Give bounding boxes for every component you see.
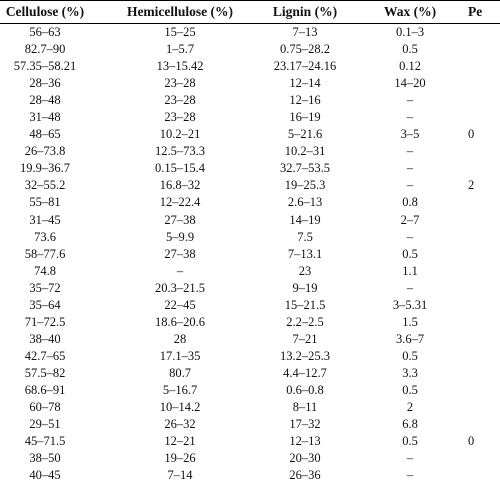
hemicellulose-cell: 26–32 [164,417,196,432]
hemicellulose-cell: 80.7 [169,365,191,380]
partial-cell: 2 [468,178,475,193]
hemicellulose-cell: 27–38 [164,212,196,227]
table-row [0,450,500,467]
table-row [0,314,500,331]
table-row [0,212,500,229]
wax-cell: 0.1–3 [395,25,425,40]
hemicellulose-cell: 5–9.9 [165,229,195,244]
table-row [0,126,500,143]
hemicellulose-cell: 16.8–32 [159,178,201,193]
table-row [0,280,500,297]
cellulose-cell: 60–78 [29,400,61,415]
lignin-cell: 12–14 [289,76,321,91]
wax-cell: 3.3 [402,365,418,380]
partial-cell: 0 [468,434,475,449]
hemicellulose-cell: 19–26 [164,451,196,466]
cellulose-cell: 19.9–36.7 [20,161,70,176]
lignin-cell: 17–32 [289,417,321,432]
cellulose-cell: 38–50 [29,451,61,466]
lignin-cell: 7–21 [292,331,318,346]
wax-cell: 0.12 [399,59,421,74]
lignin-cell: 14–19 [289,212,321,227]
cellulose-cell: 29–51 [29,417,61,432]
cellulose-cell: 40–45 [29,468,61,483]
table-row [0,399,500,416]
lignin-cell: 13.2–25.3 [280,348,330,363]
table-row [0,263,500,280]
lignin-cell: 20–30 [289,451,321,466]
hemicellulose-cell: 12–22.4 [159,195,201,210]
wax-cell: 0.5 [402,42,418,57]
cellulose-cell: 32–55.2 [24,178,66,193]
wax-cell: – [406,110,414,125]
cellulose-cell: 71–72.5 [24,314,66,329]
wax-cell: 2–7 [400,212,420,227]
cellulose-cell: 28–36 [29,76,61,91]
hemicellulose-cell: 12.5–73.3 [155,144,205,159]
hemicellulose-cell: 22–45 [164,297,196,312]
hemicellulose-cell: 23–28 [164,76,196,91]
lignin-cell: 23 [298,263,312,278]
wax-cell: 2 [406,400,414,415]
header-lignin: Lignin (%) [272,4,338,19]
wax-cell: – [406,229,414,244]
wax-cell: – [406,451,414,466]
table-row [0,75,500,92]
table-row [0,160,500,177]
wax-cell: 14–20 [394,76,426,91]
hemicellulose-cell: 20.3–21.5 [155,280,205,295]
wax-cell: 3.6–7 [395,331,425,346]
table-row [0,229,500,246]
cellulose-cell: 35–72 [29,280,61,295]
hemicellulose-cell: 10–14.2 [159,400,201,415]
lignin-cell: 8–11 [292,400,318,415]
lignin-cell: 9–19 [292,280,318,295]
cellulose-cell: 28–48 [29,93,61,108]
table-header-row [0,1,500,23]
table-row [0,92,500,109]
table-row [0,331,500,348]
cellulose-cell: 73.6 [34,229,56,244]
wax-cell: 0.5 [402,383,418,397]
cellulose-cell: 74.8 [34,263,56,278]
table-row [0,143,500,160]
table-row [0,109,500,126]
lignin-cell: 16–19 [289,110,321,125]
cellulose-cell: 38–40 [29,331,61,346]
hemicellulose-cell: 18.6–20.6 [155,314,205,329]
cellulose-cell: 48–65 [29,127,61,142]
cellulose-cell: 82.7–90 [24,42,66,57]
header-cellulose: Cellulose (%) [5,4,85,19]
wax-cell: – [406,144,414,159]
cellulose-cell: 31–48 [29,110,61,125]
table-row [0,433,500,450]
wax-cell: 6.8 [402,417,418,432]
lignin-cell: 5–21.6 [287,127,323,142]
table-body [0,24,500,484]
table-row [0,24,500,41]
cellulose-cell: 68.6–91 [24,383,66,397]
wax-cell: 0.5 [402,348,418,363]
wax-cell: 0.5 [402,434,418,449]
lignin-cell: 12–13 [289,434,321,449]
table-row [0,41,500,58]
cellulose-cell: 57.5–82 [24,365,66,380]
lignin-cell: 26–36 [289,468,321,483]
lignin-cell: 2.2–2.5 [286,314,324,329]
header-wax: Wax (%) [383,4,437,19]
table-row [0,58,500,75]
table-row [0,382,500,399]
hemicellulose-cell: 7–14 [167,468,193,483]
header-partial: Pe [468,4,483,19]
hemicellulose-cell: 1–5.7 [165,42,195,57]
hemicellulose-cell: 13–15.42 [156,59,204,74]
hemicellulose-cell: 28 [173,331,187,346]
table-row [0,467,500,484]
wax-cell: – [406,93,414,108]
hemicellulose-cell: 17.1–35 [159,348,201,363]
cellulose-cell: 57.35–58.21 [13,59,77,74]
lignin-cell: 7.5 [297,229,313,244]
lignin-cell: 32.7–53.5 [280,161,330,176]
cellulose-cell: 45–71.5 [24,434,66,449]
lignin-cell: 7–13.1 [287,246,323,261]
cellulose-cell: 42.7–65 [24,348,66,363]
wax-cell: – [406,468,414,483]
wax-cell: – [406,161,414,176]
wax-cell: 3–5.31 [392,297,428,312]
lignin-cell: 0.6–0.8 [286,383,324,397]
cellulose-cell: 31–45 [29,212,61,227]
wax-cell: – [406,178,414,193]
cellulose-cell: 55–81 [29,195,61,210]
wax-cell: 1.1 [402,263,418,278]
cellulose-cell: 56–63 [29,25,61,40]
hemicellulose-cell: – [176,263,184,278]
lignin-cell: 0.75–28.2 [280,42,330,57]
table-row [0,348,500,365]
cellulose-cell: 58–77.6 [24,246,66,261]
hemicellulose-cell: 12–21 [164,434,196,449]
lignin-cell: 19–25.3 [284,178,326,193]
table-row [0,365,500,382]
hemicellulose-cell: 23–28 [164,93,196,108]
table-row [0,246,500,263]
lignin-cell: 23.17–24.16 [273,59,337,74]
lignin-cell: 15–21.5 [284,297,326,312]
header-hemicellulose: Hemicellulose (%) [126,4,234,19]
lignin-cell: 7–13 [292,25,318,40]
table-row [0,416,500,433]
lignin-cell: 4.4–12.7 [283,365,327,380]
wax-cell: 0.5 [402,246,418,261]
hemicellulose-cell: 5–16.7 [162,383,198,397]
lignin-cell: 2.6–13 [287,195,323,210]
hemicellulose-cell: 23–28 [164,110,196,125]
wax-cell: 3–5 [400,127,420,142]
hemicellulose-cell: 0.15–15.4 [155,161,205,176]
hemicellulose-cell: 15–25 [164,25,196,40]
wax-cell: – [406,280,414,295]
partial-cell: 0 [468,127,475,142]
lignin-cell: 10.2–31 [284,144,326,159]
cellulose-cell: 26–73.8 [24,144,66,159]
table-row [0,297,500,314]
table-row [0,194,500,211]
table-row [0,177,500,194]
lignin-cell: 12–16 [289,93,321,108]
hemicellulose-cell: 27–38 [164,246,196,261]
wax-cell: 1.5 [402,314,418,329]
hemicellulose-cell: 10.2–21 [159,127,201,142]
cellulose-cell: 35–64 [29,297,61,312]
wax-cell: 0.8 [402,195,418,210]
